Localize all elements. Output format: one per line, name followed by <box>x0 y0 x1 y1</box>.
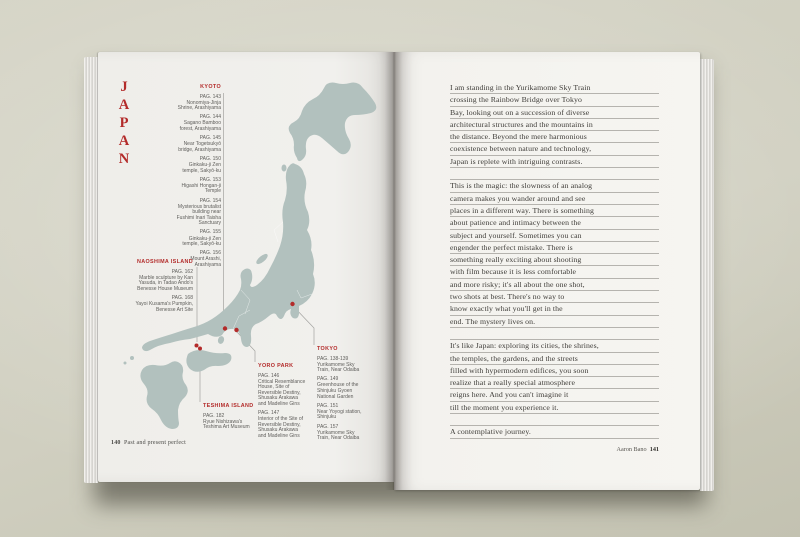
entry-page-ref: PAG. 145 <box>199 135 221 142</box>
entry-page-ref: PAG. 149 <box>317 376 339 383</box>
entry-desc-line: Reversible Destiny, <box>258 389 301 396</box>
ruled-gap-line <box>450 328 659 340</box>
entry-desc-line: Shusaku Arakawa <box>258 427 299 434</box>
island-small-west-1 <box>130 356 134 360</box>
entry-desc-line: House, Site of <box>258 384 290 391</box>
text-line: camera makes you wander around and see <box>450 193 659 205</box>
entry-desc-line: Yurikamome Sky <box>317 429 355 436</box>
section-tokyo <box>317 347 385 445</box>
entry-page-ref: PAG. 138-139 <box>317 355 349 362</box>
text-line: end. The mystery lives on. <box>450 316 659 328</box>
map-list-entry <box>258 411 326 439</box>
entry-desc-line: Nonomiya-Jinja <box>186 99 221 106</box>
island-small-west-2 <box>124 362 127 365</box>
text-line: A contemplative journey. <box>450 426 659 438</box>
entry-desc-line: and Madeline Gins <box>258 433 300 440</box>
author-name: Aaron Bano <box>616 446 647 453</box>
map-list-entry <box>108 296 193 313</box>
entry-desc-line: forest, Arashiyama <box>179 126 221 133</box>
entry-desc-line: Near Yoyogi station, <box>317 408 362 415</box>
entry-desc-line: Temple <box>204 188 221 195</box>
section-naoshima <box>108 260 193 317</box>
map-list-entry <box>151 115 221 132</box>
map-list-entry <box>151 95 221 112</box>
right-page-footer <box>450 446 659 453</box>
entry-desc-line: temple, Sakyō-ku <box>182 241 221 248</box>
map-list-entry <box>151 157 221 174</box>
vertical-title-letter: N <box>118 151 130 167</box>
text-line: the distance. Beyond the mere harmonious <box>450 131 659 143</box>
section-title-teshima: TESHIMA ISLAND <box>203 403 254 409</box>
island-sado <box>255 252 270 266</box>
entry-desc-line: Teshima Art Museum <box>203 424 250 431</box>
entry-desc-line: Reversible Destiny, <box>258 421 301 428</box>
right-page <box>394 52 700 490</box>
entry-desc-line: Ginkaku-ji Zen <box>188 235 221 242</box>
text-line: filled with hypermodern edifices, you soon <box>450 365 659 377</box>
entry-desc-line: temple, Sakyō-ku <box>182 167 221 174</box>
map-list-entry <box>317 404 385 421</box>
map-marker-naoshima <box>195 344 199 348</box>
map-list-entry <box>258 374 326 408</box>
map-list-entry <box>151 230 221 247</box>
entry-desc-line: Yayoi Kusama's Pumpkin, <box>135 301 193 308</box>
text-line: about patience and intimacy between the <box>450 217 659 229</box>
entry-desc-line: Arashiyama <box>194 261 221 268</box>
text-line: coexistence between nature and technology, <box>450 143 659 155</box>
section-kyoto <box>151 85 221 272</box>
text-line: engender the perfect mistake. There is <box>450 242 659 254</box>
text-line: crossing the Rainbow Bridge over Tokyo <box>450 94 659 106</box>
vertical-title-letter: P <box>119 115 129 131</box>
entry-desc-line: Yasuda, in Tadao Ando's <box>138 280 193 287</box>
map-list-entry <box>317 425 385 442</box>
entry-page-ref: PAG. 143 <box>199 93 221 100</box>
book-title: Past and present perfect <box>124 440 186 446</box>
text-line: Japan is replete with intriguing contrasts. <box>450 156 659 168</box>
text-line: places in a different way. There is something <box>450 205 659 217</box>
map-marker-teshima <box>198 347 202 351</box>
entry-page-ref: PAG. 182 <box>203 412 225 419</box>
entry-desc-line: Benesse Art Site <box>156 306 193 313</box>
island-shikoku <box>186 350 231 372</box>
map-list-entry <box>151 136 221 153</box>
section-title-yoro: YORO PARK <box>258 363 294 369</box>
entry-desc-line: Shinjuku <box>317 414 337 421</box>
text-line: architectural structures and the mountains in <box>450 119 659 131</box>
left-page-number: 140 <box>111 440 121 446</box>
entry-page-ref: PAG. 168 <box>171 294 193 301</box>
text-line: with film because it is less comfortable <box>450 266 659 278</box>
entry-desc-line: Train, Near Odaiba <box>317 435 360 442</box>
entry-desc-line: Shinjuku Gyoen <box>317 388 353 395</box>
entry-desc-line: Train, Near Odaiba <box>317 367 360 374</box>
text-line: I am standing in the Yurikamome Sky Train <box>450 82 659 94</box>
entry-page-ref: PAG. 151 <box>317 402 339 409</box>
ruled-gap-line <box>450 168 659 180</box>
entry-desc-line: and Madeline Gins <box>258 401 300 408</box>
section-title-tokyo: TOKYO <box>317 346 338 352</box>
ruled-gap-line <box>450 414 659 426</box>
entry-desc-line: Shusaku Arakawa <box>258 395 299 402</box>
open-book <box>84 44 716 500</box>
text-line: something really exciting about shooting <box>450 254 659 266</box>
map-marker-yoro <box>234 328 238 332</box>
entry-page-ref: PAG. 153 <box>199 176 221 183</box>
entry-page-ref: PAG. 146 <box>258 372 280 379</box>
entry-desc-line: Mysterious brutalist <box>177 203 221 210</box>
left-page-footer <box>111 440 186 446</box>
entry-desc-line: Yurikamome Sky <box>317 361 355 368</box>
entry-desc-line: Critical Resemblance <box>258 378 306 385</box>
text-line: This is the magic: the slowness of an analog <box>450 180 659 192</box>
right-page-number: 141 <box>649 446 659 453</box>
entry-desc-line: Sanctuary <box>198 220 221 227</box>
island-awaji <box>217 335 225 344</box>
right-page-stack-edges <box>700 59 714 491</box>
entry-page-ref: PAG. 144 <box>199 114 221 121</box>
left-page <box>98 52 394 482</box>
entry-desc-line: Higashi Hongan-ji <box>181 182 221 189</box>
map-list-entry <box>151 178 221 195</box>
map-marker-kyoto <box>223 326 227 330</box>
island-kyushu <box>140 361 187 429</box>
entry-desc-line: bridge, Arashiyama <box>178 146 221 153</box>
vertical-title-letter: J <box>120 79 128 95</box>
entry-desc-line: Near Togetsukyō <box>183 141 221 148</box>
vertical-title-letter: A <box>118 133 130 149</box>
entry-desc-line: Mount Arashi, <box>190 256 221 263</box>
text-line: subject and yourself. Sometimes you can <box>450 230 659 242</box>
section-yoro <box>258 364 326 443</box>
text-line: know exactly what you'll get in the <box>450 303 659 315</box>
map-list-entry <box>317 377 385 400</box>
section-title-naoshima: NAOSHIMA ISLAND <box>137 259 193 265</box>
vertical-title-letter: A <box>118 97 130 113</box>
text-line: reigns here. And you can't imagine it <box>450 389 659 401</box>
entry-page-ref: PAG. 154 <box>199 197 221 204</box>
text-line: Bay, looking out on a succession of diverse <box>450 107 659 119</box>
entry-desc-line: Greenhouse of the <box>317 382 359 389</box>
entry-page-ref: PAG. 155 <box>199 229 221 236</box>
island-hokkaido <box>289 83 377 162</box>
entry-desc-line: Benesse House Museum <box>137 285 193 292</box>
map-list-entry <box>151 199 221 227</box>
vertical-title <box>114 78 134 168</box>
entry-desc-line: Shrine, Arashiyama <box>177 105 221 112</box>
section-title-kyoto: KYOTO <box>200 84 221 90</box>
island-okushiri <box>282 165 287 172</box>
text-line: It's like Japan: exploring its cities, the shrines, <box>450 340 659 352</box>
entry-page-ref: PAG. 157 <box>317 423 339 430</box>
entry-desc-line: building near <box>192 209 221 216</box>
entry-desc-line: Sagano Bamboo <box>183 120 221 127</box>
entry-desc-line: Marble sculpture by Kan <box>139 274 193 281</box>
map-list-entry <box>317 357 385 374</box>
map-marker-tokyo <box>290 302 294 306</box>
entry-page-ref: PAG. 156 <box>199 250 221 257</box>
text-line: and more risky; it's all about the one shot, <box>450 279 659 291</box>
entry-desc-line: National Garden <box>317 393 354 400</box>
text-line: the temples, the gardens, and the streets <box>450 353 659 365</box>
entry-page-ref: PAG. 150 <box>199 155 221 162</box>
entry-desc-line: Fushimi Inari Taisha <box>176 214 221 221</box>
entry-desc-line: Ginkaku-ji Zen <box>188 162 221 169</box>
map-list-entry <box>108 270 193 293</box>
entry-desc-line: Ryue Nishizawa's <box>203 418 243 425</box>
prefecture-border <box>274 222 283 242</box>
entry-desc-line: Interior of the Site of <box>258 416 304 423</box>
entry-page-ref: PAG. 162 <box>171 268 193 275</box>
entry-page-ref: PAG. 147 <box>258 410 280 417</box>
body-text <box>450 82 659 439</box>
text-line: till the moment you experience it. <box>450 402 659 414</box>
text-line: realize that a really special atmosphere <box>450 377 659 389</box>
text-line: two shots at best. There's no way to <box>450 291 659 303</box>
left-page-stack-edges <box>84 57 98 483</box>
